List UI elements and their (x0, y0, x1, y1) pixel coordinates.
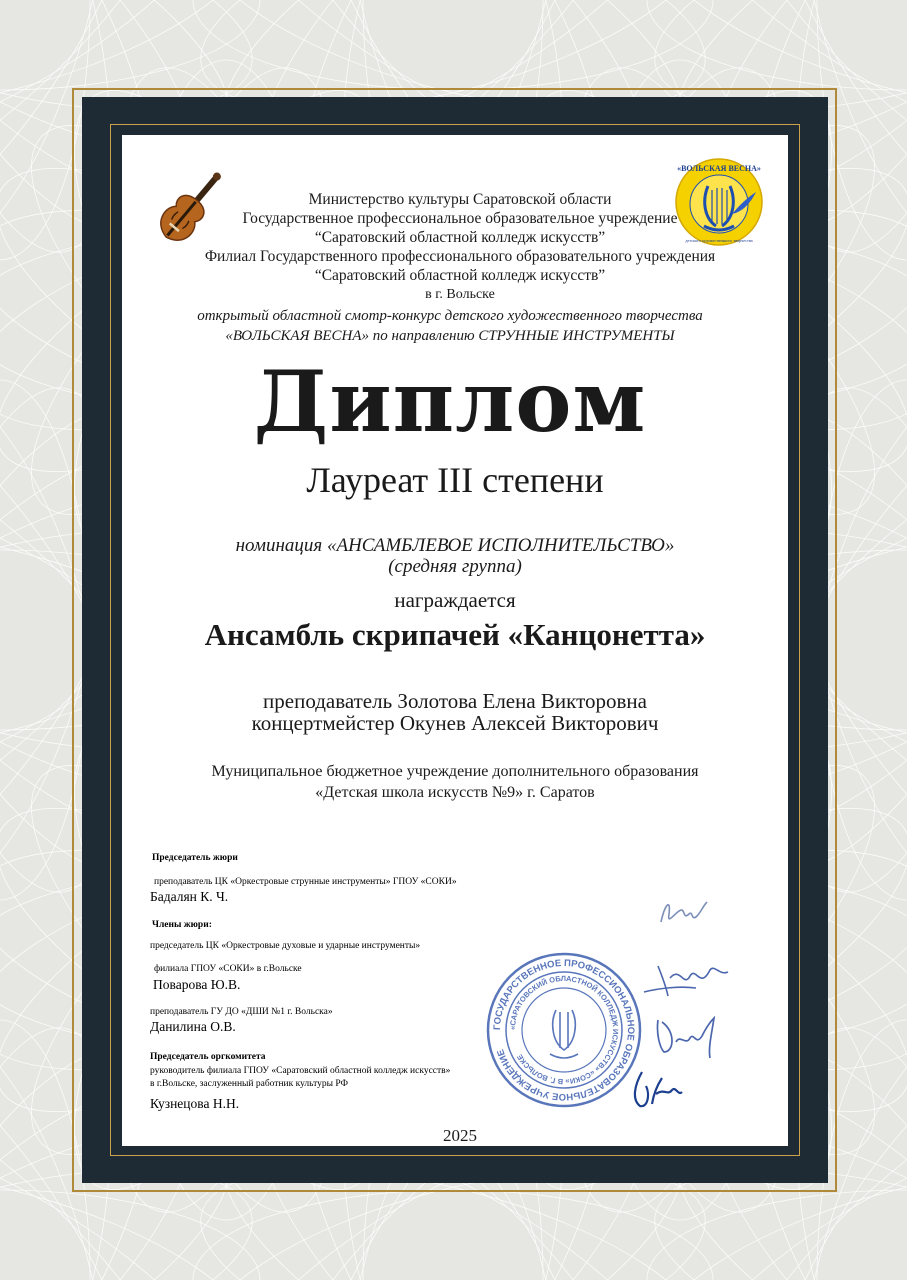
jury-member1-name: Поварова Ю.В. (153, 977, 241, 992)
contest-line-1: открытый областной смотр-конкурс детского художественного творчества (197, 308, 703, 324)
official-stamp (484, 950, 644, 1110)
stamp-ring-text: ГОСУДАРСТВЕННОЕ ПРОФЕССИОНАЛЬНОЕ ОБРАЗОВАТЕЛЬНОЕ УЧРЕЖДЕНИЕ (491, 957, 637, 1103)
org-chair-heading: Председатель оргкомитета (150, 1052, 266, 1062)
signature-danilina (650, 1012, 722, 1062)
jury-members-heading: Члены жюри: (152, 920, 212, 930)
recipient-name: Ансамбль скрипачей «Канцонетта» (204, 617, 706, 652)
org-chair-position-1: руководитель филиала ГПОУ «Саратовский областной колледж искусств» (150, 1066, 451, 1076)
header-line-5: “Саратовский областной колледж искусств” (314, 267, 606, 284)
header-line-3: “Саратовский областной колледж искусств” (314, 229, 606, 246)
jury-member2-name: Данилина О.В. (150, 1019, 236, 1034)
diploma-subtitle: Лауреат III степени (306, 460, 604, 500)
jury-member2-position: преподаватель ГУ ДО «ДШИ №1 г. Вольска» (150, 1007, 333, 1017)
year: 2025 (443, 1126, 477, 1145)
org-chair-position-2: в г.Вольске, заслуженный работник культуры РФ (150, 1079, 349, 1089)
group: (средняя группа) (388, 556, 522, 577)
jury-member1-position-2: филиала ГПОУ «СОКИ» в г.Вольске (154, 964, 302, 974)
svg-text:«САРАТОВСКИЙ ОБЛАСТНОЙ КОЛЛЕДЖ (508, 974, 620, 1086)
nomination: номинация «АНСАМБЛЕВОЕ ИСПОЛНИТЕЛЬСТВО» (235, 535, 675, 556)
org-chair-name: Кузнецова Н.Н. (150, 1096, 240, 1111)
jury-chair-heading: Председатель жюри (152, 853, 238, 863)
signature-badalyan (655, 892, 715, 934)
header-block (180, 190, 740, 304)
awarded-label: награждается (394, 588, 516, 612)
header-line-4: Филиал Государственного профессионального образовательного учреждения (204, 248, 716, 265)
school-line-1: Муниципальное бюджетное учреждение дополнительного образования (211, 763, 699, 780)
logo-bottom-text: детского художественного творчества (685, 238, 753, 243)
signature-kuznetsova (628, 1066, 684, 1112)
diploma-title: Диплом (253, 352, 647, 451)
header-line-1: Министерство культуры Саратовской области (308, 191, 612, 208)
logo-top-text: «ВОЛЬСКАЯ ВЕСНА» (677, 164, 761, 173)
jury-chair-position: преподаватель ЦК «Оркестровые струнные инструменты» ГПОУ «СОКИ» (154, 877, 457, 887)
school-block (150, 761, 760, 803)
accompanist: концертмейстер Окунев Алексей Викторович (251, 711, 659, 735)
header-line-6: в г. Вольске (425, 287, 495, 302)
signature-povarova (640, 958, 732, 1002)
teacher: преподаватель Золотова Елена Викторовна (263, 689, 647, 713)
teachers-block (130, 690, 780, 734)
stamp-inner-text: «САРАТОВСКИЙ ОБЛАСТНОЙ КОЛЛЕДЖ ИСКУССТВ» «СОКИ» В Г. ВОЛЬСКЕ (507, 973, 621, 1087)
contest-line-2: «ВОЛЬСКАЯ ВЕСНА» по направлению СТРУННЫЕ ИНСТРУМЕНТЫ (225, 328, 675, 344)
header-line-2: Государственное профессиональное образовательное учреждение (242, 210, 678, 227)
jury-member1-position-1: председатель ЦК «Оркестровые духовые и ударные инструменты» (150, 941, 421, 951)
jury-chair-name: Бадалян К. Ч. (150, 889, 229, 904)
contest-block (150, 306, 750, 346)
nomination-block (150, 535, 760, 577)
school-line-2: «Детская школа искусств №9» г. Саратов (315, 784, 595, 801)
